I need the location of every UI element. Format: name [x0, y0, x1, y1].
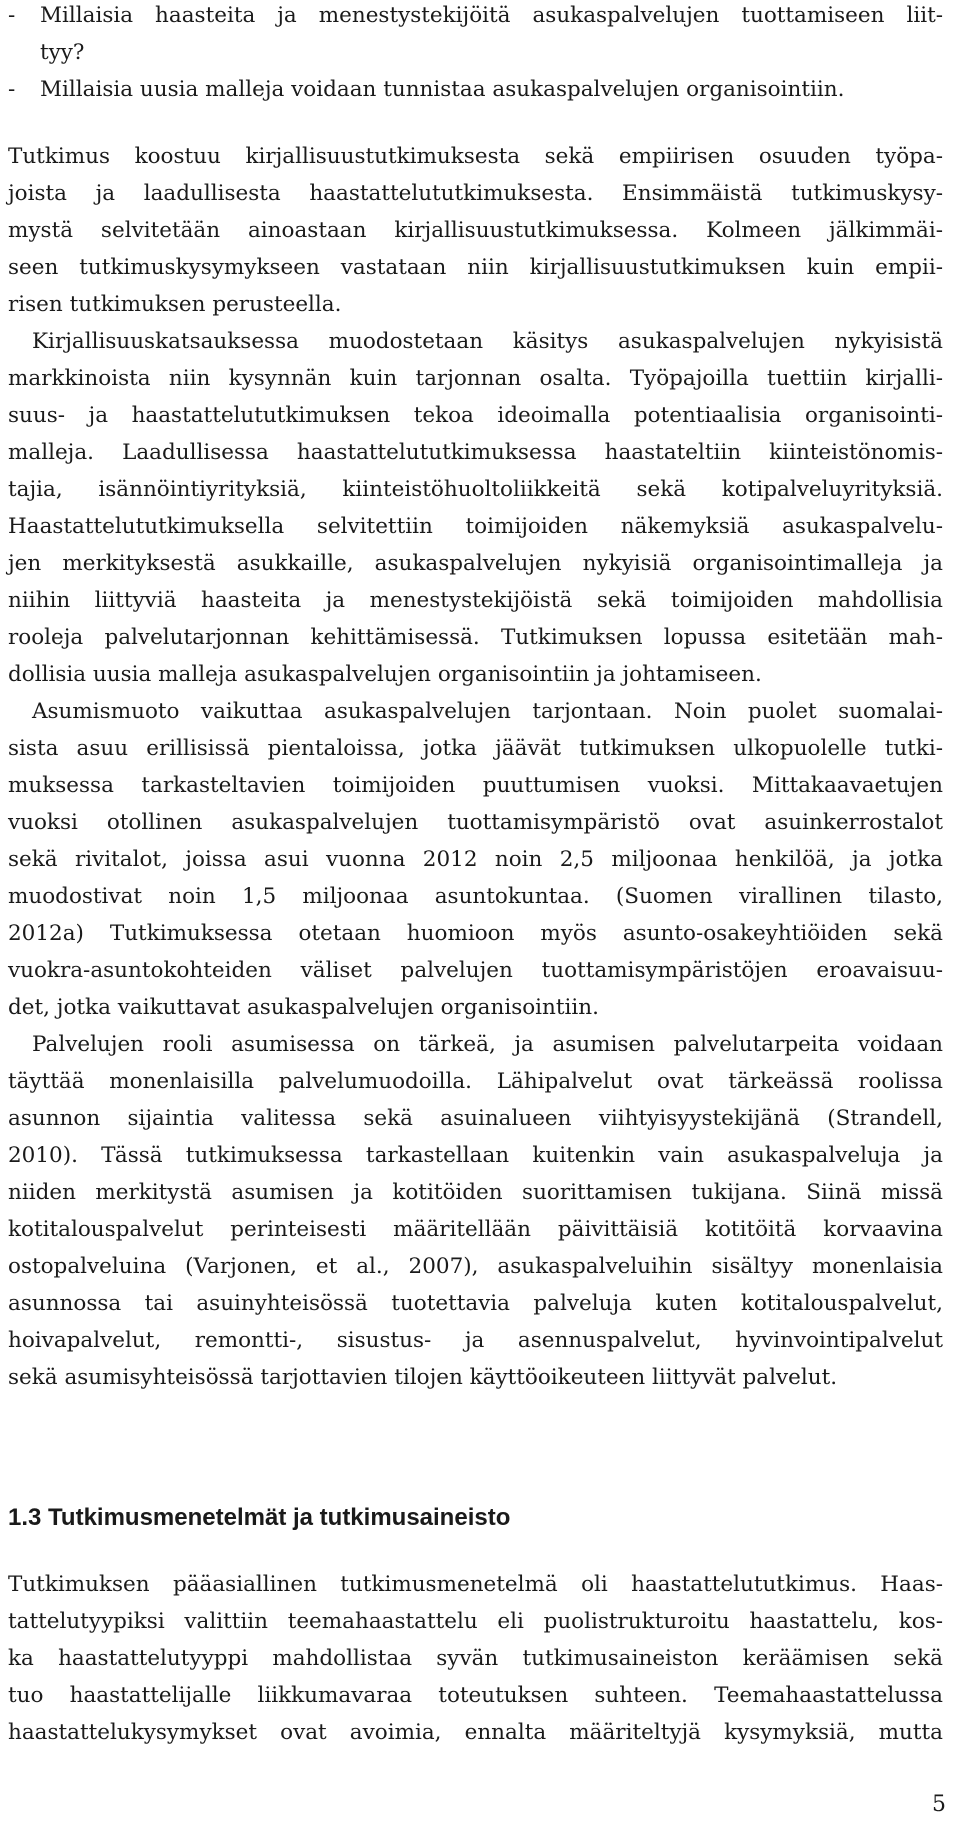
text-line: 2010). Tässä tutkimuksessa tarkastellaan kuitenkin vain asukaspalveluja ja: [8, 1143, 943, 1168]
text-line: Tutkimuksen pääasiallinen tutkimusmenetelmä oli haastattelututkimus. Haas-: [8, 1572, 943, 1597]
text-line: kotitalouspalvelut perinteisesti määritellään päivittäisiä kotitöitä korvaavina: [8, 1217, 943, 1242]
text-line: jen merkityksestä asukkaille, asukaspalvelujen nykyisiä organisointimalleja ja: [8, 551, 943, 576]
list-item: Millaisia uusia malleja voidaan tunnistaa asukaspalvelujen organisointiin.: [40, 77, 845, 102]
text-line: asunnon sijaintia valitessa sekä asuinalueen viihtyisyystekijänä (Strandell,: [8, 1106, 943, 1131]
text-line: ka haastattelutyyppi mahdollistaa syvän tutkimusaineiston keräämisen sekä: [8, 1646, 943, 1671]
text-line: hoivapalvelut, remontti-, sisustus- ja asennuspalvelut, hyvinvointipalvelut: [8, 1328, 943, 1353]
list-item: Millaisia haasteita ja menestystekijöitä asukaspalvelujen tuottamiseen liit-: [40, 3, 943, 28]
text-line: det, jotka vaikuttavat asukaspalvelujen organisointiin.: [8, 995, 599, 1020]
text-line: niiden merkitystä asumisen ja kotitöiden suorittamisen tukijana. Siinä missä: [8, 1180, 943, 1205]
text-line: rooleja palvelutarjonnan kehittämisessä. Tutkimuksen lopussa esitetään mah-: [8, 625, 943, 650]
page-number: 5: [932, 1792, 946, 1817]
text-line: muksessa tarkasteltavien toimijoiden puuttumisen vuoksi. Mittakaavaetujen: [8, 773, 943, 798]
text-line: vuoksi otollinen asukaspalvelujen tuottamisympäristö ovat asuinkerrostalot: [8, 810, 943, 835]
bullet-marker: -: [8, 77, 16, 102]
text-line: risen tutkimuksen perusteella.: [8, 292, 342, 317]
text-line: tuo haastattelijalle liikkumavaraa toteutuksen suhteen. Teemahaastattelussa: [8, 1683, 943, 1708]
text-line: mystä selvitetään ainoastaan kirjallisuustutkimuksessa. Kolmeen jälkimmäi-: [8, 218, 943, 243]
text-line: 2012a) Tutkimuksessa otetaan huomioon myös asunto-osakeyhtiöiden sekä: [8, 921, 943, 946]
text-line: dollisia uusia malleja asukaspalvelujen organisointiin ja johtamiseen.: [8, 662, 762, 687]
text-line: malleja. Laadullisessa haastattelututkimuksessa haastateltiin kiinteistönomis-: [8, 440, 943, 465]
text-line: markkinoista niin kysynnän kuin tarjonnan osalta. Työpajoilla tuettiin kirjalli-: [8, 366, 943, 391]
text-line: tattelutyypiksi valittiin teemahaastattelu eli puolistrukturoitu haastattelu, kos-: [8, 1609, 943, 1634]
text-line: Kirjallisuuskatsauksessa muodostetaan käsitys asukaspalvelujen nykyisistä: [32, 329, 943, 354]
text-line: Palvelujen rooli asumisessa on tärkeä, ja asumisen palvelutarpeita voidaan: [32, 1032, 943, 1057]
text-line: vuokra-asuntokohteiden väliset palvelujen tuottamisympäristöjen eroavaisuu-: [8, 958, 943, 983]
text-line: sekä asumisyhteisössä tarjottavien tilojen käyttöoikeuteen liittyvät palvelut.: [8, 1365, 838, 1390]
text-line: joista ja laadullisesta haastattelututkimuksesta. Ensimmäistä tutkimuskysy-: [8, 181, 943, 206]
list-item-continuation: tyy?: [40, 40, 85, 65]
bullet-marker: -: [8, 3, 16, 28]
text-line: haastattelukysymykset ovat avoimia, ennalta määriteltyjä kysymyksiä, mutta: [8, 1720, 943, 1745]
text-line: asunnossa tai asuinyhteisössä tuotettavia palveluja kuten kotitalouspalvelut,: [8, 1291, 943, 1316]
text-line: sekä rivitalot, joissa asui vuonna 2012 noin 2,5 miljoonaa henkilöä, ja jotka: [8, 847, 943, 872]
text-line: täyttää monenlaisilla palvelumuodoilla. Lähipalvelut ovat tärkeässä roolissa: [8, 1069, 943, 1094]
text-line: niihin liittyviä haasteita ja menestystekijöistä sekä toimijoiden mahdollisia: [8, 588, 943, 613]
text-line: sista asuu erillisissä pientaloissa, jotka jäävät tutkimuksen ulkopuolelle tutki-: [8, 736, 943, 761]
text-line: tajia, isännöintiyrityksiä, kiinteistöhuoltoliikkeitä sekä kotipalveluyrityksiä.: [8, 477, 943, 502]
text-line: Asumismuoto vaikuttaa asukaspalvelujen tarjontaan. Noin puolet suomalai-: [32, 699, 943, 724]
text-line: seen tutkimuskysymykseen vastataan niin kirjallisuustutkimuksen kuin empii-: [8, 255, 943, 280]
text-line: muodostivat noin 1,5 miljoonaa asuntokuntaa. (Suomen virallinen tilasto,: [8, 884, 943, 909]
text-line: suus- ja haastattelututkimuksen tekoa ideoimalla potentiaalisia organisointi-: [8, 403, 943, 428]
text-line: Tutkimus koostuu kirjallisuustutkimuksesta sekä empiirisen osuuden työpa-: [8, 144, 943, 169]
text-line: ostopalveluina (Varjonen, et al., 2007), asukaspalveluihin sisältyy monenlaisia: [8, 1254, 943, 1279]
section-heading: 1.3 Tutkimusmenetelmät ja tutkimusaineisto: [8, 1504, 511, 1531]
text-line: Haastattelututkimuksella selvitettiin toimijoiden näkemyksiä asukaspalvelu-: [8, 514, 943, 539]
